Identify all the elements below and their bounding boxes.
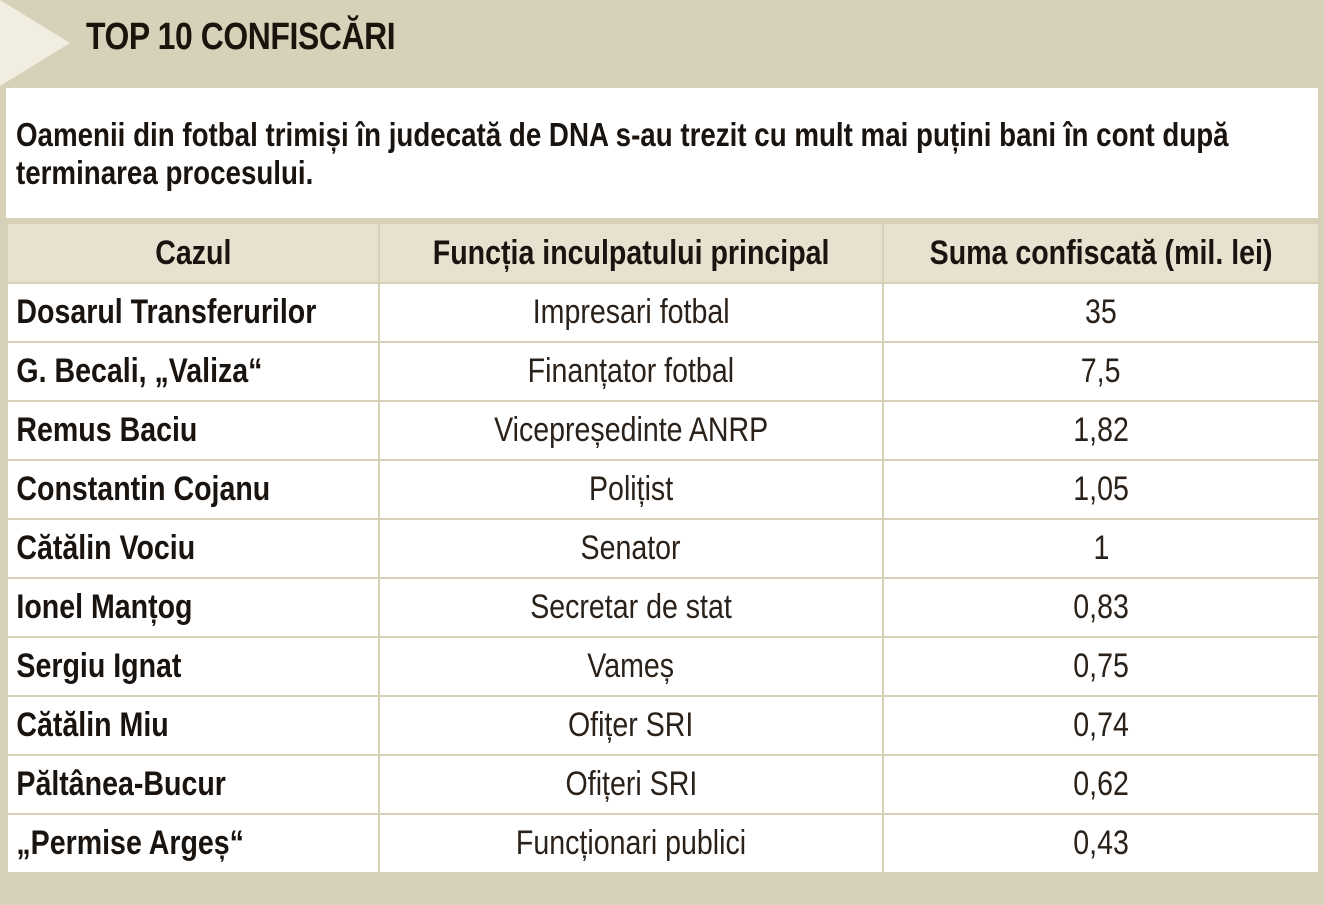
amount-cell: 1 — [883, 519, 1319, 578]
column-header-function: Funcția inculpatului principal — [379, 223, 883, 283]
table-row — [7, 696, 1319, 755]
function-cell: Vameș — [379, 637, 883, 696]
function-cell: Polițist — [379, 460, 883, 519]
table-row — [7, 814, 1319, 873]
table-row — [7, 755, 1319, 814]
table-row — [7, 578, 1319, 637]
amount-cell: 35 — [883, 283, 1319, 342]
case-cell: Sergiu Ignat — [7, 637, 379, 696]
confiscations-table — [6, 222, 1320, 874]
table-row — [7, 637, 1319, 696]
table-row — [7, 283, 1319, 342]
function-cell: Secretar de stat — [379, 578, 883, 637]
function-cell: Senator — [379, 519, 883, 578]
column-header-amount: Suma confiscată (mil. lei) — [883, 223, 1319, 283]
case-cell: Cătălin Vociu — [7, 519, 379, 578]
amount-cell: 0,75 — [883, 637, 1319, 696]
table-row — [7, 460, 1319, 519]
amount-cell: 7,5 — [883, 342, 1319, 401]
amount-cell: 0,43 — [883, 814, 1319, 873]
function-cell: Vicepreședinte ANRP — [379, 401, 883, 460]
amount-cell: 0,83 — [883, 578, 1319, 637]
case-cell: Dosarul Transferurilor — [7, 283, 379, 342]
page-title: TOP 10 CONFISCĂRI — [86, 16, 396, 58]
table-row — [7, 342, 1319, 401]
case-cell: Ionel Manțog — [7, 578, 379, 637]
header-bar — [0, 0, 1324, 86]
case-cell: Cătălin Miu — [7, 696, 379, 755]
amount-cell: 1,82 — [883, 401, 1319, 460]
amount-cell: 0,74 — [883, 696, 1319, 755]
function-cell: Funcționari publici — [379, 814, 883, 873]
lead-text: Oamenii din fotbal trimiși în judecată de DNA s-au trezit cu mult mai puțini bani în cont după terminarea procesului. — [16, 116, 1229, 191]
function-cell: Ofițer SRI — [379, 696, 883, 755]
case-cell: „Permise Argeș“ — [7, 814, 379, 873]
case-cell: Remus Baciu — [7, 401, 379, 460]
case-cell: Constantin Cojanu — [7, 460, 379, 519]
table-row — [7, 519, 1319, 578]
case-cell: G. Becali, „Valiza“ — [7, 342, 379, 401]
amount-cell: 1,05 — [883, 460, 1319, 519]
function-cell: Finanțator fotbal — [379, 342, 883, 401]
case-cell: Păltânea-Bucur — [7, 755, 379, 814]
amount-cell: 0,62 — [883, 755, 1319, 814]
arrow-marker-icon — [0, 0, 80, 86]
table-row — [7, 401, 1319, 460]
column-header-case: Cazul — [7, 223, 379, 283]
function-cell: Impresari fotbal — [379, 283, 883, 342]
lead-box — [6, 88, 1318, 218]
table-header-row — [7, 223, 1319, 283]
function-cell: Ofițeri SRI — [379, 755, 883, 814]
